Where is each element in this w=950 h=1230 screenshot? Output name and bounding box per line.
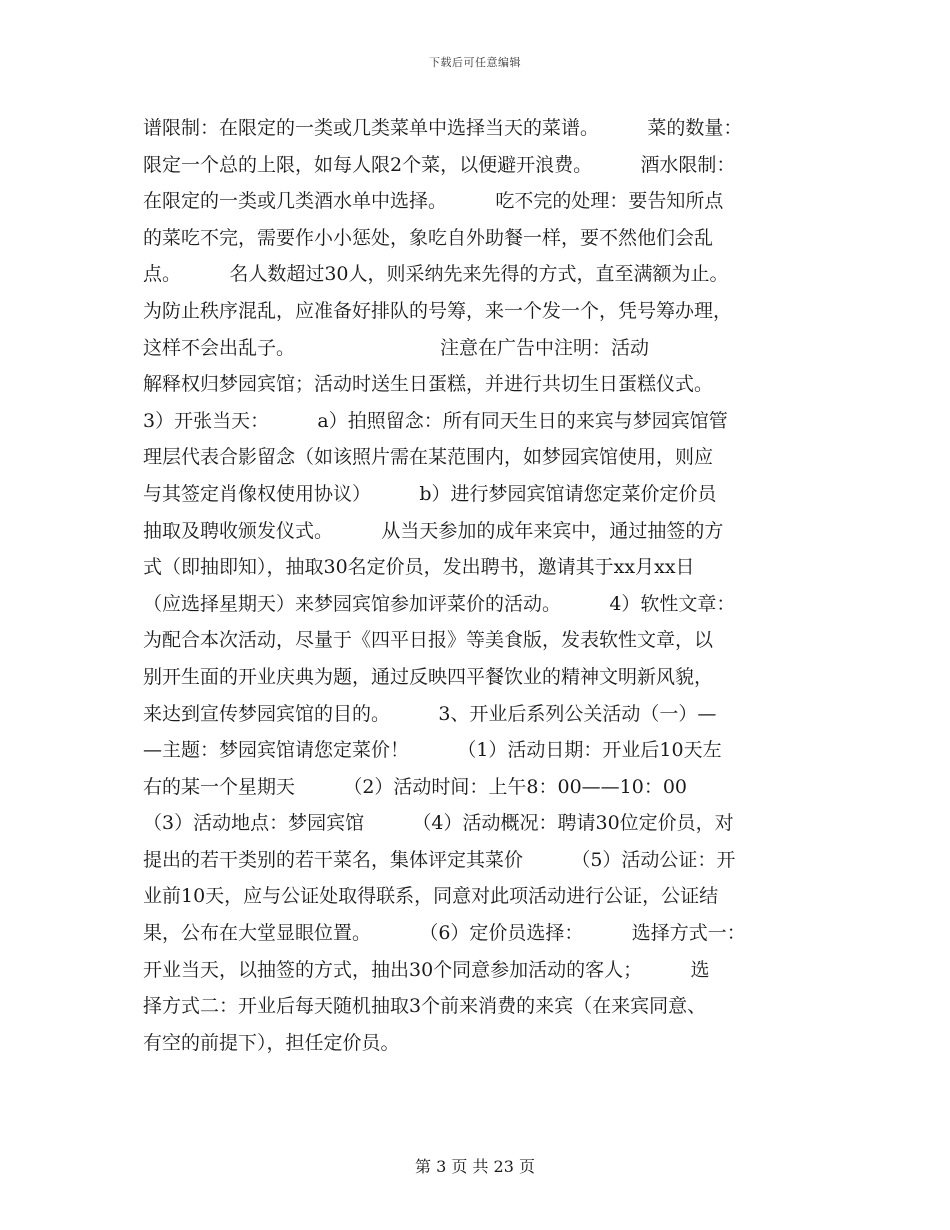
text-line: 为配合本次活动，尽量于《四平日报》等美食版，发表软性文章，以 — [143, 629, 714, 652]
text-line: 点。 名人数超过30人，则采纳先来先得的方式，直至满额为止。 — [143, 263, 729, 286]
text-line: （3）活动地点：梦园宾馆 （4）活动概况：聘请30位定价员，对 — [143, 812, 734, 835]
text-line: （应选择星期天）来梦园宾馆参加评菜价的活动。 4）软性文章： — [143, 592, 736, 615]
text-line: 别开生面的开业庆典为题，通过反映四平餐饮业的精神文明新风貌， — [143, 665, 714, 688]
text-line: 与其签定肖像权使用协议） b）进行梦园宾馆请您定菜价定价员 — [143, 482, 717, 505]
text-line: 开业当天，以抽签的方式，抽出30个同意参加活动的客人； 选 — [143, 958, 710, 981]
text-line: 业前10天，应与公证处取得联系，同意对此项活动进行公证，公证结 — [143, 885, 719, 908]
page-number-footer: 第 3 页 共 23 页 — [415, 1157, 535, 1176]
text-line: 为防止秩序混乱，应准备好排队的号筹，来一个发一个，凭号筹办理， — [143, 299, 733, 322]
text-line: —主题：梦园宾馆请您定菜价！ （1）活动日期：开业后10天左 — [143, 739, 722, 762]
text-line: 解释权归梦园宾馆；活动时送生日蛋糕，并进行共切生日蛋糕仪式。 — [143, 373, 714, 396]
text-line: 的菜吃不完，需要作小小惩处，象吃自外助餐一样，要不然他们会乱 — [143, 226, 714, 249]
text-line: 在限定的一类或几类酒水单中选择。 吃不完的处理：要告知所点 — [143, 190, 724, 213]
document-body — [143, 110, 813, 1061]
text-line: 择方式二：开业后每天随机抽取3个前来消费的来宾（在来宾同意、 — [143, 995, 707, 1018]
text-line: 理层代表合影留念（如该照片需在某范围内，如梦园宾馆使用，则应 — [143, 446, 714, 469]
text-line: 谱限制：在限定的一类或几类菜单中选择当天的菜谱。 菜的数量： — [143, 117, 743, 139]
page-header-note: 下载后可任意编辑 — [429, 56, 521, 69]
text-line: 右的某一个星期天 （2）活动时间：上午8：00——10：00 — [143, 775, 688, 798]
text-line: 这样不会出乱子。 注意在广告中注明：活动 — [143, 336, 649, 359]
text-line: 提出的若干类别的若干菜名，集体评定其菜价 （5）活动公证：开 — [143, 848, 736, 871]
text-line: 有空的前提下），担任定价员。 — [143, 1031, 400, 1054]
text-line: 3）开张当天： a）拍照留念：所有同天生日的来宾与梦园宾馆管 — [143, 409, 728, 432]
text-line: 限定一个总的上限，如每人限2个菜，以便避开浪费。 酒水限制： — [143, 153, 736, 176]
text-line: 来达到宣传梦园宾馆的目的。 3、开业后系列公关活动（一）— — [143, 702, 717, 725]
text-line: 果，公布在大堂显眼位置。 （6）定价员选择： 选择方式一： — [143, 922, 746, 945]
text-line: 式（即抽即知），抽取30名定价员，发出聘书，邀请其于xx月xx日 — [143, 556, 695, 579]
text-line: 抽取及聘收颁发仪式。 从当天参加的成年来宾中，通过抽签的方 — [143, 519, 724, 542]
